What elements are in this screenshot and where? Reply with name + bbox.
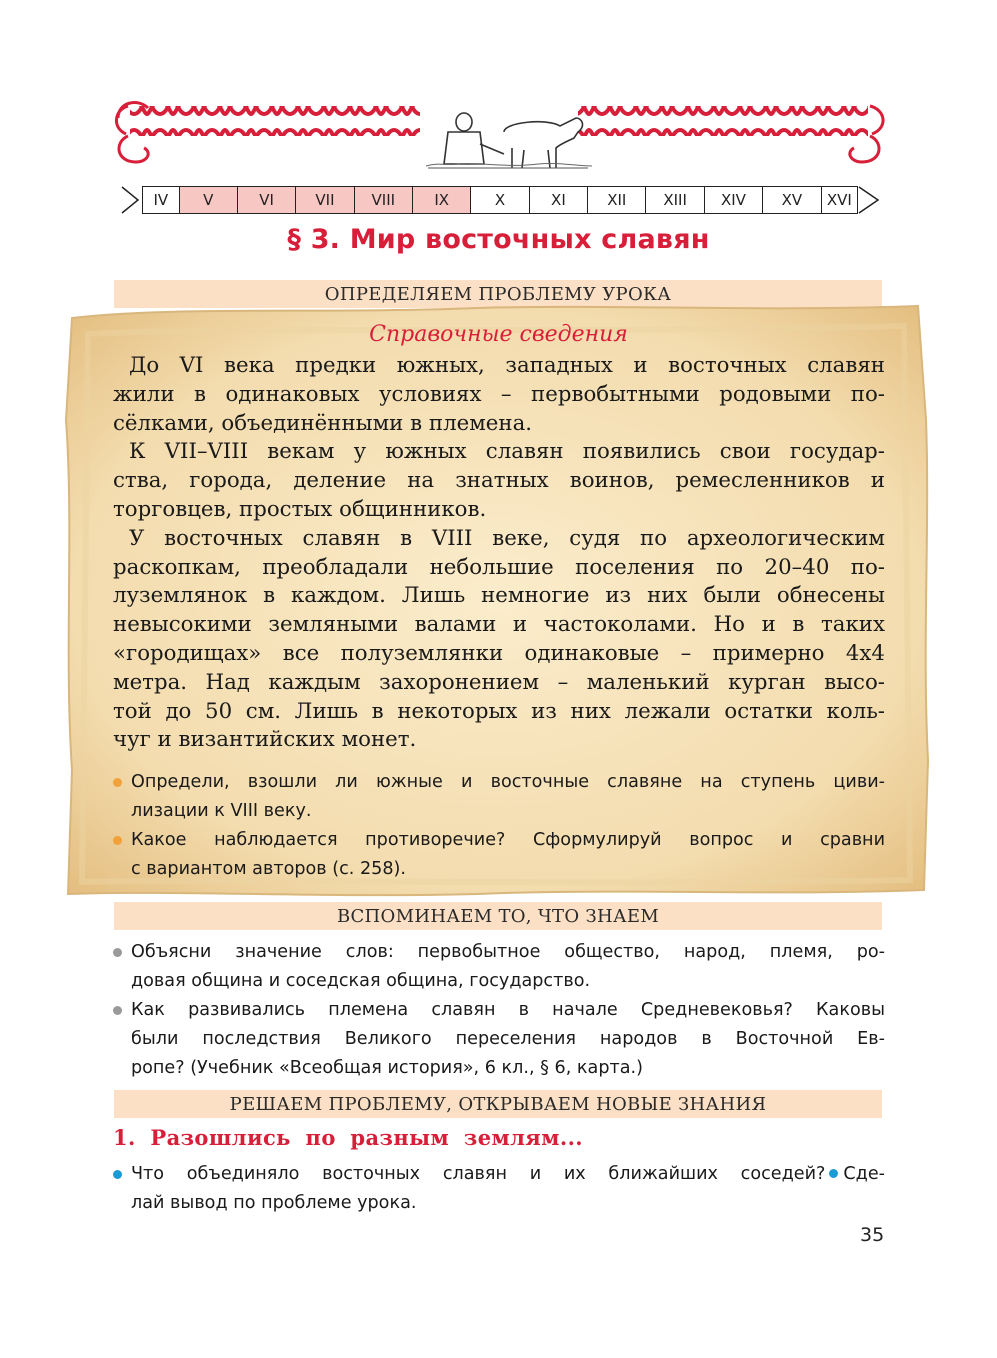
bullet-icon — [113, 948, 122, 957]
bullet-icon — [113, 1170, 122, 1179]
reference-line: чуг и византийских монет. — [113, 727, 417, 753]
list-item: Как развивались племена славян в начале Средневековья? Каковы были последствия Великого переселения народов в Восточной Ев- ропе? (Учебник «Всеобщая история», 6 кл., § 6, карта.) — [113, 996, 885, 1083]
timeline-cell: XVI — [821, 187, 859, 213]
bullet-icon — [113, 778, 122, 787]
timeline-cell: XI — [529, 187, 587, 213]
plowman-horse-icon — [426, 113, 592, 168]
timeline-cell: IV — [142, 187, 179, 213]
reference-line: торговцев, простых общинников. — [113, 496, 487, 522]
reference-line: У восточных славян в VIII веке, судя по археологическим — [129, 525, 885, 551]
reference-line: ства, города, деление на знатных воинов, ремесленников и — [113, 468, 885, 494]
timeline-cell: XII — [587, 187, 645, 213]
timeline-arrow-end-icon — [858, 186, 880, 214]
page-title: § 3. Мир восточных славян — [287, 224, 710, 255]
ornament-header — [108, 92, 890, 178]
list-item: Объясни значение слов: первобытное общество, народ, племя, ро- довая община и соседская община, государство. — [113, 938, 885, 996]
timeline-arrow-start-icon — [120, 186, 142, 214]
bullet-icon — [829, 1169, 838, 1178]
reference-line: сёлками, объединёнными в племена. — [113, 410, 533, 436]
reference-line: той до 50 см. Лишь в некоторых из них лежали остатки коль- — [113, 698, 885, 724]
reference-line: метра. Над каждым захоронением – маленький курган высо- — [113, 669, 885, 695]
band-remember: ВСПОМИНАЕМ ТО, ЧТО ЗНАЕМ — [114, 902, 882, 930]
reference-line: «городищах» все полуземлянки одинаковые – примерно 4х4 — [113, 640, 885, 666]
timeline-cell: XIV — [704, 187, 762, 213]
timeline-cell: VI — [237, 187, 295, 213]
timeline-cell: XV — [762, 187, 820, 213]
problem-questions — [113, 768, 885, 884]
reference-text — [113, 352, 885, 755]
section1-line: Что объединяло восточных славян и их ближайших соседей? Сде- — [131, 1164, 885, 1184]
timeline-cells — [142, 186, 858, 214]
band-problem: ОПРЕДЕЛЯЕМ ПРОБЛЕМУ УРОКА — [114, 280, 882, 308]
reference-line: До VI века предки южных, западных и восточных славян — [129, 353, 885, 378]
reference-line: К VII–VIII векам у южных славян появились свои государ- — [129, 439, 885, 465]
reference-line: невысокими земляными валами и частоколами. Но и в таких — [113, 612, 885, 638]
reference-line: жили в одинаковых условиях – первобытными родовыми по- — [113, 381, 885, 407]
reference-title: Справочные сведения — [369, 322, 628, 347]
list-item: Определи, взошли ли южные и восточные славяне на ступень циви- лизации к VIII веку. — [113, 768, 885, 826]
timeline-cell: V — [179, 187, 237, 213]
list-item: Что объединяло восточных славян и их ближайших соседей? Сде- лай вывод по проблеме урока. — [113, 1160, 885, 1218]
bullet-icon — [113, 836, 122, 845]
celtic-knot-ornament — [108, 92, 890, 178]
section1-questions — [113, 1160, 885, 1218]
bullet-icon — [113, 1006, 122, 1015]
timeline-cell: IX — [412, 187, 470, 213]
century-timeline — [120, 186, 880, 214]
band-solve: РЕШАЕМ ПРОБЛЕМУ, ОТКРЫВАЕМ НОВЫЕ ЗНАНИЯ — [114, 1090, 882, 1118]
timeline-cell: VIII — [354, 187, 412, 213]
reference-line: луземлянок в каждом. Лишь немногие из них были обнесены — [113, 583, 885, 609]
remember-questions — [113, 938, 885, 1083]
list-item: Какое наблюдается противоречие? Сформулируй вопрос и сравни с вариантом авторов (с. 258). — [113, 826, 885, 884]
page-number: 35 — [860, 1224, 885, 1246]
section-heading: 1. Разошлись по разным землям... — [113, 1125, 583, 1150]
reference-line: раскопкам, преобладали небольшие поселения по 20–40 по- — [113, 554, 885, 580]
timeline-cell: X — [470, 187, 528, 213]
timeline-cell: XIII — [645, 187, 703, 213]
timeline-cell: VII — [295, 187, 353, 213]
